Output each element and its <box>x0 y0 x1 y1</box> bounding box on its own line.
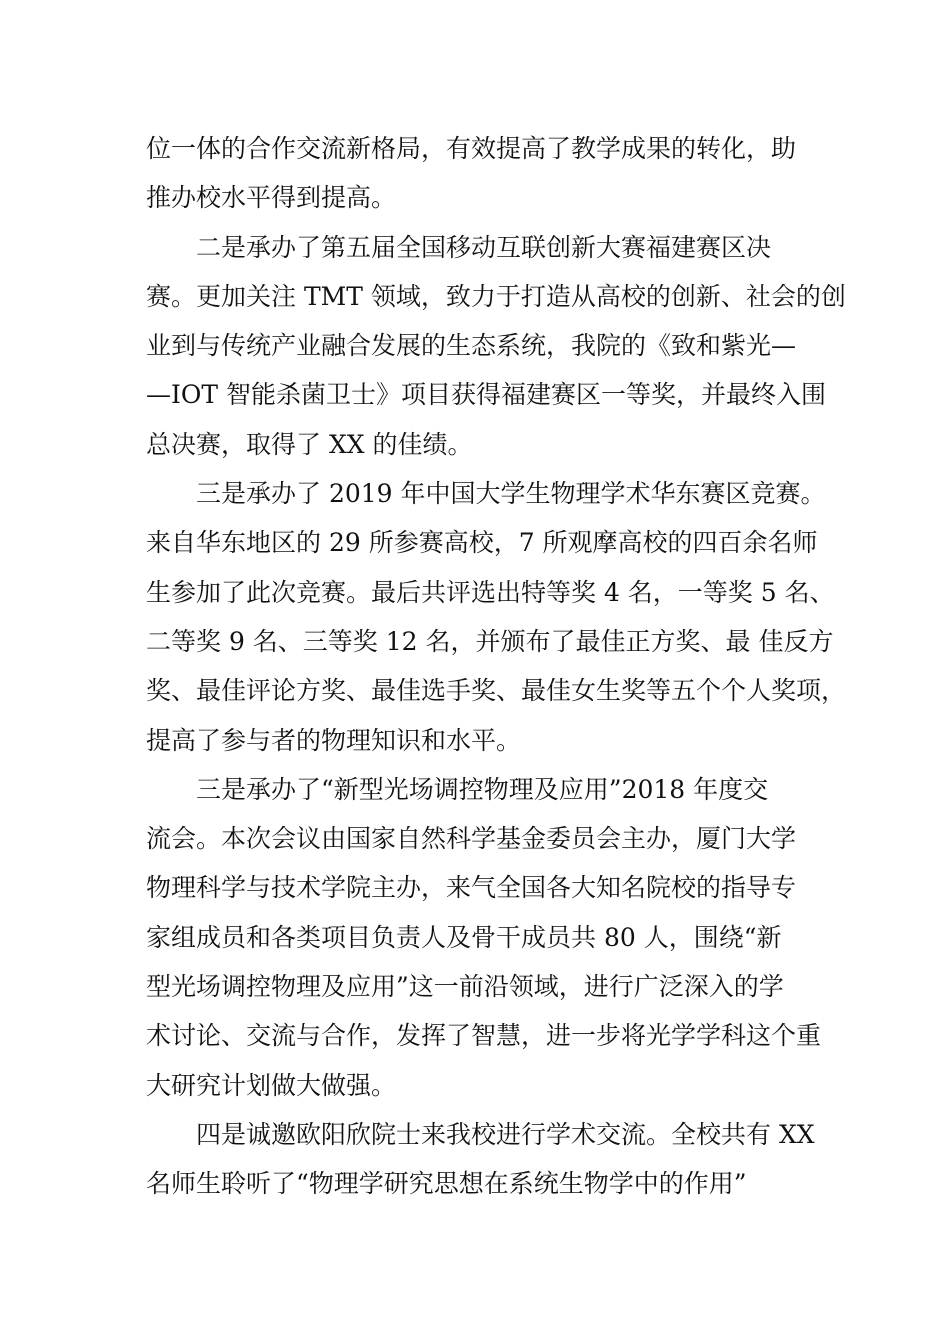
text-line: 名师生聆听了“物理学研究思想在系统生物学中的作用” <box>146 1169 747 1199</box>
text-line: 大研究计划做大做强。 <box>146 1070 397 1100</box>
paragraph-first-line: 三是承办了 2019 年中国大学生物理学术华东赛区竞赛。 <box>196 479 826 509</box>
text-line: 物理科学与技术学院主办，来气全国各大知名院校的指导专 <box>146 873 797 903</box>
paragraph-first-line: 四是诚邀欧阳欣院士来我校进行学术交流。全校共有 XX <box>196 1119 815 1149</box>
text-line: 家组成员和各类项目负责人及骨干成员共 80 人，围绕“新 <box>146 922 782 952</box>
text-line: 赛。更加关注 TMT 领域，致力于打造从高校的创新、社会的创 <box>146 281 846 311</box>
text-line: 总决赛，取得了 XX 的佳绩。 <box>146 429 473 459</box>
document-body <box>146 124 847 1209</box>
paragraph-first-line: 三是承办了“新型光场调控物理及应用”2018 年度交 <box>196 774 769 804</box>
text-line: —IOT 智能杀菌卫士》项目获得福建赛区一等奖，并最终入围 <box>146 380 826 410</box>
text-line: 生参加了此次竞赛。最后共评选出特等奖 4 名，一等奖 5 名、 <box>146 577 835 607</box>
text-line: 奖、最佳评论方奖、最佳选手奖、最佳女生奖等五个个人奖项， <box>146 676 847 706</box>
text-line: 术讨论、交流与合作，发挥了智慧，进一步将光学学科这个重 <box>146 1021 822 1051</box>
text-line: 来自华东地区的 29 所参赛高校，7 所观摩高校的四百余名师 <box>146 528 818 558</box>
text-line: 二等奖 9 名、三等奖 12 名，并颁布了最佳正方奖、最 佳反方 <box>146 626 834 656</box>
text-line: 位一体的合作交流新格局，有效提高了教学成果的转化，助 <box>146 134 797 163</box>
text-line: 型光场调控物理及应用”这一前沿领域，进行广泛深入的学 <box>146 972 784 1002</box>
text-line: 推办校水平得到提高。 <box>146 183 397 213</box>
paragraph-first-line: 二是承办了第五届全国移动互联创新大赛福建赛区决 <box>196 232 772 262</box>
text-line: 提高了参与者的物理知识和水平。 <box>146 725 522 755</box>
text-line: 业到与传统产业融合发展的生态系统，我院的《致和紫光— <box>146 331 797 361</box>
text-line: 流会。本次会议由国家自然科学基金委员会主办，厦门大学 <box>146 824 797 854</box>
